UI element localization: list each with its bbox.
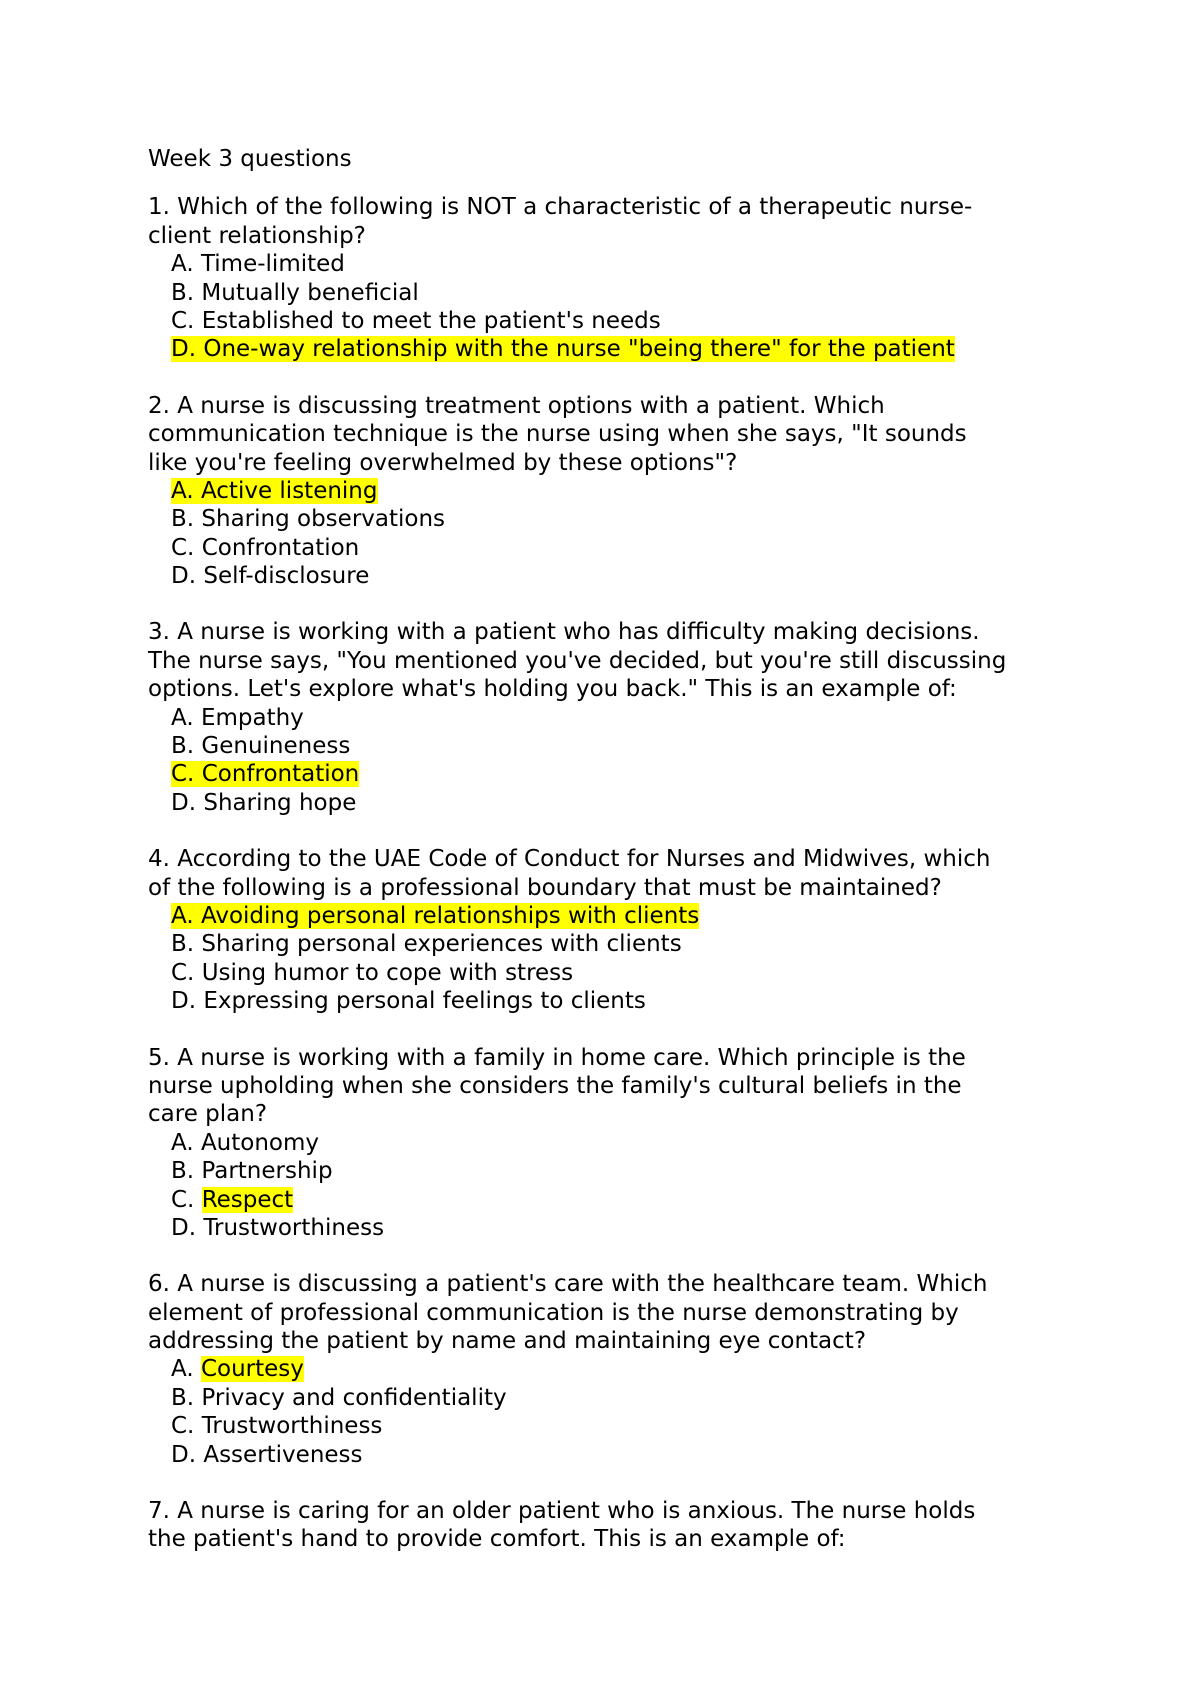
option-prefix: B.	[171, 1158, 202, 1185]
answer-option-b	[148, 505, 1078, 533]
question-stem-line: the patient's hand to provide comfort. This is an example of:	[148, 1526, 846, 1553]
option-prefix: D.	[171, 789, 204, 816]
option-prefix: C.	[171, 959, 202, 986]
answer-option-b	[148, 1384, 1078, 1412]
question-stem-line: care plan?	[148, 1101, 268, 1128]
question-stem-line: 1. Which of the following is NOT a characteristic of a therapeutic nurse-	[148, 194, 973, 221]
answer-option-d	[148, 1441, 1078, 1469]
question-4	[148, 845, 1078, 1015]
answer-option-c	[148, 1412, 1078, 1440]
option-prefix: C.	[171, 534, 202, 561]
question-stem-line: addressing the patient by name and maintaining eye contact?	[148, 1328, 867, 1355]
option-prefix: B.	[171, 506, 202, 533]
question-stem-line: of the following is a professional boundary that must be maintained?	[148, 874, 942, 901]
question-stem-line: like you're feeling overwhelmed by these options"?	[148, 449, 738, 476]
highlighted-answer	[171, 761, 359, 787]
option-text: Trustworthiness	[201, 1413, 383, 1440]
option-text: Using humor to cope with stress	[201, 959, 574, 986]
option-text: Confrontation	[201, 761, 360, 788]
question-3	[148, 618, 1078, 817]
answer-option-a	[148, 1355, 1078, 1383]
option-prefix: C.	[171, 1413, 202, 1440]
answer-option-a	[148, 477, 1078, 505]
option-text: Confrontation	[201, 534, 360, 561]
option-prefix: A.	[171, 1129, 201, 1156]
answer-option-d	[148, 789, 1078, 817]
question-1	[148, 193, 1078, 363]
option-text: Privacy and confidentiality	[201, 1384, 507, 1411]
option-text: Genuineness	[201, 733, 351, 760]
question-7	[148, 1497, 1078, 1554]
question-stem-line: 6. A nurse is discussing a patient's care with the healthcare team. Which	[148, 1271, 988, 1298]
option-text: Time-limited	[200, 251, 345, 278]
document-content	[148, 145, 1078, 1582]
highlighted-answer	[171, 478, 378, 504]
question-stem-line: 2. A nurse is discussing treatment options with a patient. Which	[148, 392, 885, 419]
answer-option-a	[148, 1129, 1078, 1157]
answer-option-c	[148, 959, 1078, 987]
option-prefix: D.	[171, 988, 204, 1015]
option-prefix: C.	[171, 761, 202, 788]
highlighted-answer: Respect	[201, 1186, 294, 1213]
answer-option-d	[148, 1214, 1078, 1242]
option-prefix: C.	[171, 1186, 202, 1213]
answer-option-a	[148, 902, 1078, 930]
option-text: Active listening	[200, 477, 378, 504]
answer-option-d	[148, 562, 1078, 590]
option-prefix: A.	[171, 902, 201, 929]
option-text: One-way relationship with the nurse "being there" for the patient	[203, 336, 955, 363]
answer-option-a	[148, 250, 1078, 278]
question-stem-line: 5. A nurse is working with a family in home care. Which principle is the	[148, 1044, 966, 1071]
highlighted-answer	[171, 336, 955, 362]
option-text: Mutually beneficial	[201, 279, 419, 306]
question-6	[148, 1270, 1078, 1469]
option-prefix: B.	[171, 279, 202, 306]
answer-option-b	[148, 732, 1078, 760]
highlighted-answer: Courtesy	[200, 1356, 304, 1383]
option-text: Sharing observations	[201, 506, 446, 533]
option-prefix: A.	[171, 1356, 201, 1383]
question-stem-line: The nurse says, "You mentioned you've decided, but you're still discussing	[148, 647, 1007, 674]
option-prefix: A.	[171, 251, 201, 278]
question-2	[148, 392, 1078, 591]
question-stem-line: 3. A nurse is working with a patient who has difficulty making decisions.	[148, 619, 980, 646]
answer-option-c	[148, 307, 1078, 335]
question-stem-line: communication technique is the nurse using when she says, "It sounds	[148, 421, 967, 448]
answer-option-b	[148, 1157, 1078, 1185]
answer-option-b	[148, 930, 1078, 958]
document-title: Week 3 questions	[148, 146, 352, 172]
option-text: Avoiding personal relationships with clients	[200, 902, 700, 929]
option-text: Sharing hope	[203, 789, 357, 816]
answer-option-c	[148, 534, 1078, 562]
highlighted-answer	[171, 903, 699, 929]
option-prefix: B.	[171, 931, 202, 958]
option-text: Partnership	[201, 1158, 333, 1185]
answer-option-d	[148, 335, 1078, 363]
option-text: Assertiveness	[203, 1441, 363, 1468]
option-text: Established to meet the patient's needs	[201, 307, 661, 334]
answer-option-b	[148, 279, 1078, 307]
question-stem-line: element of professional communication is the nurse demonstrating by	[148, 1299, 959, 1326]
option-prefix: D.	[171, 1214, 204, 1241]
option-text: Expressing personal feelings to clients	[203, 988, 646, 1015]
option-text: Autonomy	[200, 1129, 320, 1156]
option-prefix: D.	[171, 1441, 204, 1468]
option-prefix: C.	[171, 307, 202, 334]
question-stem-line: nurse upholding when she considers the family's cultural beliefs in the	[148, 1072, 962, 1099]
answer-option-c	[148, 760, 1078, 788]
question-stem-line: client relationship?	[148, 222, 366, 249]
option-prefix: A.	[171, 477, 201, 504]
question-stem-line: 4. According to the UAE Code of Conduct for Nurses and Midwives, which	[148, 846, 991, 873]
answer-option-a	[148, 704, 1078, 732]
option-prefix: D.	[171, 336, 204, 363]
answer-option-d	[148, 987, 1078, 1015]
option-text: Self-disclosure	[203, 563, 370, 590]
option-text: Empathy	[200, 704, 304, 731]
question-stem-line: 7. A nurse is caring for an older patient who is anxious. The nurse holds	[148, 1498, 976, 1525]
answer-option-c	[148, 1186, 1078, 1214]
option-prefix: A.	[171, 704, 201, 731]
question-stem-line: options. Let's explore what's holding you back." This is an example of:	[148, 676, 957, 703]
option-text: Sharing personal experiences with clients	[201, 931, 682, 958]
option-prefix: B.	[171, 733, 202, 760]
option-prefix: D.	[171, 563, 204, 590]
option-text: Trustworthiness	[203, 1214, 385, 1241]
question-5	[148, 1044, 1078, 1243]
option-prefix: B.	[171, 1384, 202, 1411]
